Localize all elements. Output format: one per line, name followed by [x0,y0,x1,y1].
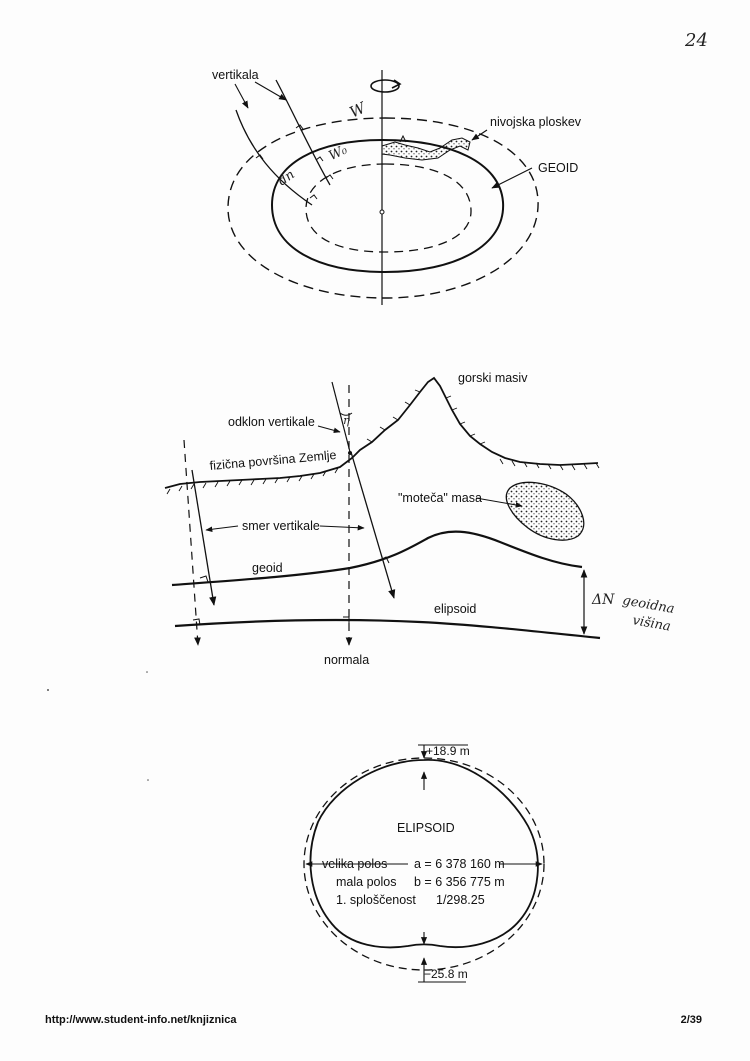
topography-bump [382,138,470,160]
handwritten-page-number: 24 [685,30,708,51]
label-geoidna: geoidna [621,593,676,618]
label-velika-polos: velika polos [322,857,388,871]
center-point [380,210,384,214]
label-nivojska-ploskev: nivojska ploskev [490,115,582,129]
plumb-line-2 [276,80,330,185]
label-gorski-masiv: gorski masiv [458,371,528,385]
label-bottom-deviation: −25.8 m [424,967,468,981]
label-dn: dn [275,167,298,190]
label-mala-polos: mala polos [336,875,397,889]
label-vertikala: vertikala [212,68,259,82]
footer-page-number: 2/39 [680,1014,702,1026]
scan-speck [146,671,148,673]
label-delta-n: ΔN [592,592,615,608]
vertical-direction-left [192,470,214,605]
vertical-direction-center [351,452,394,598]
label-sploscenost: 1. sploščenost [336,893,416,907]
physical-surface-of-earth [165,378,598,488]
label-visina: višina [631,613,672,635]
scan-speck [47,689,49,691]
diagram-deflection-of-vertical [165,371,676,667]
label-elipsoid-2: elipsoid [434,602,477,616]
label-smer-vertikale: smer vertikale [242,519,320,533]
value-mala-polos: b = 6 356 775 m [414,875,505,889]
label-odklon-vertikale: odklon vertikale [228,415,315,429]
ellipsoid-title: ELIPSOID [397,821,455,835]
label-moteca-masa: "moteča" masa [398,491,482,505]
inner-level-surface-dashed [306,164,471,252]
value-velika-polos: a = 6 378 160 m [414,857,505,871]
value-sploscenost: 1/298.25 [436,893,485,907]
label-fizicna-povrsina: fizična površina Zemlje [209,447,337,473]
diagram-level-surfaces [212,68,582,305]
label-geoid-2: geoid [252,561,283,575]
scan-speck [147,779,149,781]
label-w: W [346,98,369,122]
label-geoid-1: GEOID [538,161,579,175]
label-w0: W₀ [326,142,350,165]
label-eta: η [343,414,350,427]
normal-left-dashed [184,440,198,645]
diagram-ellipsoid [304,744,544,982]
label-normala: normala [324,653,370,667]
footer-url[interactable]: http://www.student-info.net/knjiznica [45,1014,237,1026]
disturbing-mass [506,482,583,540]
label-top-deviation: +18.9 m [426,744,470,758]
ellipsoid-line [175,620,600,638]
